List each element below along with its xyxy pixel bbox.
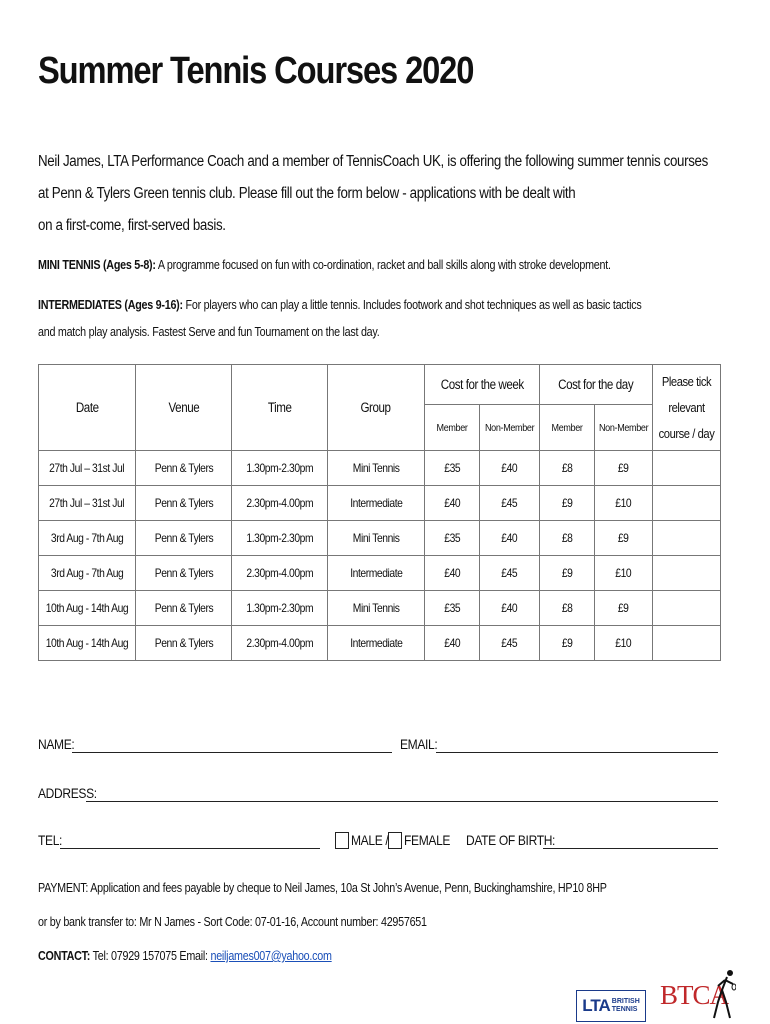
tick-cell[interactable] (653, 556, 721, 591)
email-field[interactable] (436, 736, 718, 753)
cell-time: 1.30pm-2.30pm (232, 521, 328, 556)
cell-venue: Penn & Tylers (136, 591, 232, 626)
cell-date: 10th Aug - 14th Aug (39, 591, 136, 626)
contact-email-link[interactable]: neiljames007@yahoo.com (210, 949, 332, 963)
cell-date: 3rd Aug - 7th Aug (39, 521, 136, 556)
female-checkbox[interactable] (388, 832, 402, 849)
cell-week-member: £35 (425, 451, 480, 486)
cell-day-non-member: £10 (595, 486, 653, 521)
cell-group: Mini Tennis (328, 521, 425, 556)
cell-date: 10th Aug - 14th Aug (39, 626, 136, 661)
cell-group: Intermediate (328, 486, 425, 521)
tick-cell[interactable] (653, 521, 721, 556)
header-please-tick: Please tick relevant course / day (653, 365, 721, 451)
cell-day-member: £9 (540, 556, 595, 591)
btca-logo (660, 968, 736, 1022)
cell-group: Mini Tennis (328, 591, 425, 626)
header-date: Date (39, 365, 136, 451)
cell-week-member: £35 (425, 591, 480, 626)
cell-group: Mini Tennis (328, 451, 425, 486)
tick-cell[interactable] (653, 451, 721, 486)
cell-day-member: £9 (540, 626, 595, 661)
intro-line: on a first-come, first-served basis. (38, 217, 226, 234)
cell-day-non-member: £9 (595, 591, 653, 626)
btca-logo-text: BTCA (660, 980, 729, 1010)
name-field[interactable] (72, 736, 392, 753)
cell-week-non-member: £45 (480, 486, 540, 521)
table-row (39, 486, 721, 521)
contact-line (38, 949, 332, 963)
header-day-member: Member (540, 405, 595, 451)
cell-date: 27th Jul – 31st Jul (39, 451, 136, 486)
header-time: Time (232, 365, 328, 451)
table-row (39, 451, 721, 486)
dob-label: DATE OF BIRTH: (466, 832, 556, 848)
header-cost-day: Cost for the day (540, 365, 653, 405)
table-row (39, 556, 721, 591)
cell-venue: Penn & Tylers (136, 556, 232, 591)
cell-day-member: £8 (540, 591, 595, 626)
cell-time: 2.30pm-4.00pm (232, 486, 328, 521)
table-row (39, 626, 721, 661)
cell-day-member: £9 (540, 486, 595, 521)
tel-gender-dob-row (38, 832, 720, 852)
lta-logo (576, 990, 646, 1022)
address-label: ADDRESS: (38, 785, 97, 801)
name-email-row (38, 736, 720, 756)
intro-line: at Penn & Tylers Green tennis club. Please fill out the form below - applications with be dealt with (38, 185, 576, 202)
tel-field[interactable] (60, 832, 320, 849)
cell-week-non-member: £40 (480, 521, 540, 556)
cell-day-non-member: £9 (595, 521, 653, 556)
cell-venue: Penn & Tylers (136, 521, 232, 556)
cell-date: 3rd Aug - 7th Aug (39, 556, 136, 591)
cell-time: 2.30pm-4.00pm (232, 556, 328, 591)
cell-venue: Penn & Tylers (136, 486, 232, 521)
cell-venue: Penn & Tylers (136, 626, 232, 661)
cell-week-member: £40 (425, 626, 480, 661)
email-label: EMAIL: (400, 736, 438, 752)
page-title: Summer Tennis Courses 2020 (38, 50, 474, 92)
cell-time: 2.30pm-4.00pm (232, 626, 328, 661)
payment-line-2: or by bank transfer to: Mr N James - Sort Code: 07-01-16, Account number: 42957651 (38, 915, 427, 929)
intermediates-text: For players who can play a little tennis. Includes footwork and shot techniques as well as basic tactics (182, 298, 642, 312)
cell-week-non-member: £45 (480, 556, 540, 591)
name-label: NAME: (38, 736, 75, 752)
cell-venue: Penn & Tylers (136, 451, 232, 486)
cell-week-non-member: £45 (480, 626, 540, 661)
header-venue: Venue (136, 365, 232, 451)
cell-week-member: £40 (425, 556, 480, 591)
cell-day-non-member: £10 (595, 626, 653, 661)
header-week-non-member: Non-Member (480, 405, 540, 451)
cell-week-member: £35 (425, 521, 480, 556)
lta-logo-text: LTA (582, 996, 610, 1015)
cell-group: Intermediate (328, 626, 425, 661)
header-day-non-member: Non-Member (595, 405, 653, 451)
cell-day-non-member: £9 (595, 451, 653, 486)
header-cost-week: Cost for the week (425, 365, 540, 405)
lta-logo-subtitle: BRITISH TENNIS (611, 998, 640, 1013)
female-label: FEMALE (404, 832, 451, 848)
cell-week-member: £40 (425, 486, 480, 521)
mini-tennis-label: MINI TENNIS (Ages 5-8): (38, 258, 156, 272)
mini-tennis-text: A programme focused on fun with co-ordination, racket and ball skills along with stroke development. (155, 258, 611, 272)
tick-cell[interactable] (653, 486, 721, 521)
cell-time: 1.30pm-2.30pm (232, 451, 328, 486)
cell-group: Intermediate (328, 556, 425, 591)
intermediates-text-2: and match play analysis. Fastest Serve and fun Tournament on the last day. (38, 325, 380, 339)
payment-line-1: PAYMENT: Application and fees payable by cheque to Neil James, 10a St John’s Avenue, Penn, Buckinghamshire, HP10 8HP (38, 881, 607, 895)
cell-week-non-member: £40 (480, 591, 540, 626)
dob-field[interactable] (543, 832, 718, 849)
address-row (38, 785, 720, 805)
cell-time: 1.30pm-2.30pm (232, 591, 328, 626)
tick-cell[interactable] (653, 591, 721, 626)
intro-paragraph (38, 146, 708, 242)
cell-week-non-member: £40 (480, 451, 540, 486)
tick-cell[interactable] (653, 626, 721, 661)
cell-day-member: £8 (540, 521, 595, 556)
header-group: Group (328, 365, 425, 451)
courses-table (38, 364, 721, 661)
cell-day-member: £8 (540, 451, 595, 486)
tennis-player-icon (712, 968, 736, 1020)
table-row (39, 521, 721, 556)
intermediates-description (38, 290, 642, 347)
cell-day-non-member: £10 (595, 556, 653, 591)
male-label: MALE / (351, 832, 389, 848)
tel-label: TEL: (38, 832, 63, 848)
intermediates-label: INTERMEDIATES (Ages 9-16): (38, 298, 183, 312)
cell-date: 27th Jul – 31st Jul (39, 486, 136, 521)
table-row (39, 591, 721, 626)
mini-tennis-description (38, 250, 611, 280)
header-week-member: Member (425, 405, 480, 451)
contact-text: Tel: 07929 157075 Email: (90, 949, 211, 963)
intro-line: Neil James, LTA Performance Coach and a member of TennisCoach UK, is offering the following summer tennis courses (38, 153, 708, 170)
address-field[interactable] (86, 785, 718, 802)
male-checkbox[interactable] (335, 832, 349, 849)
contact-label: CONTACT: (38, 949, 91, 963)
